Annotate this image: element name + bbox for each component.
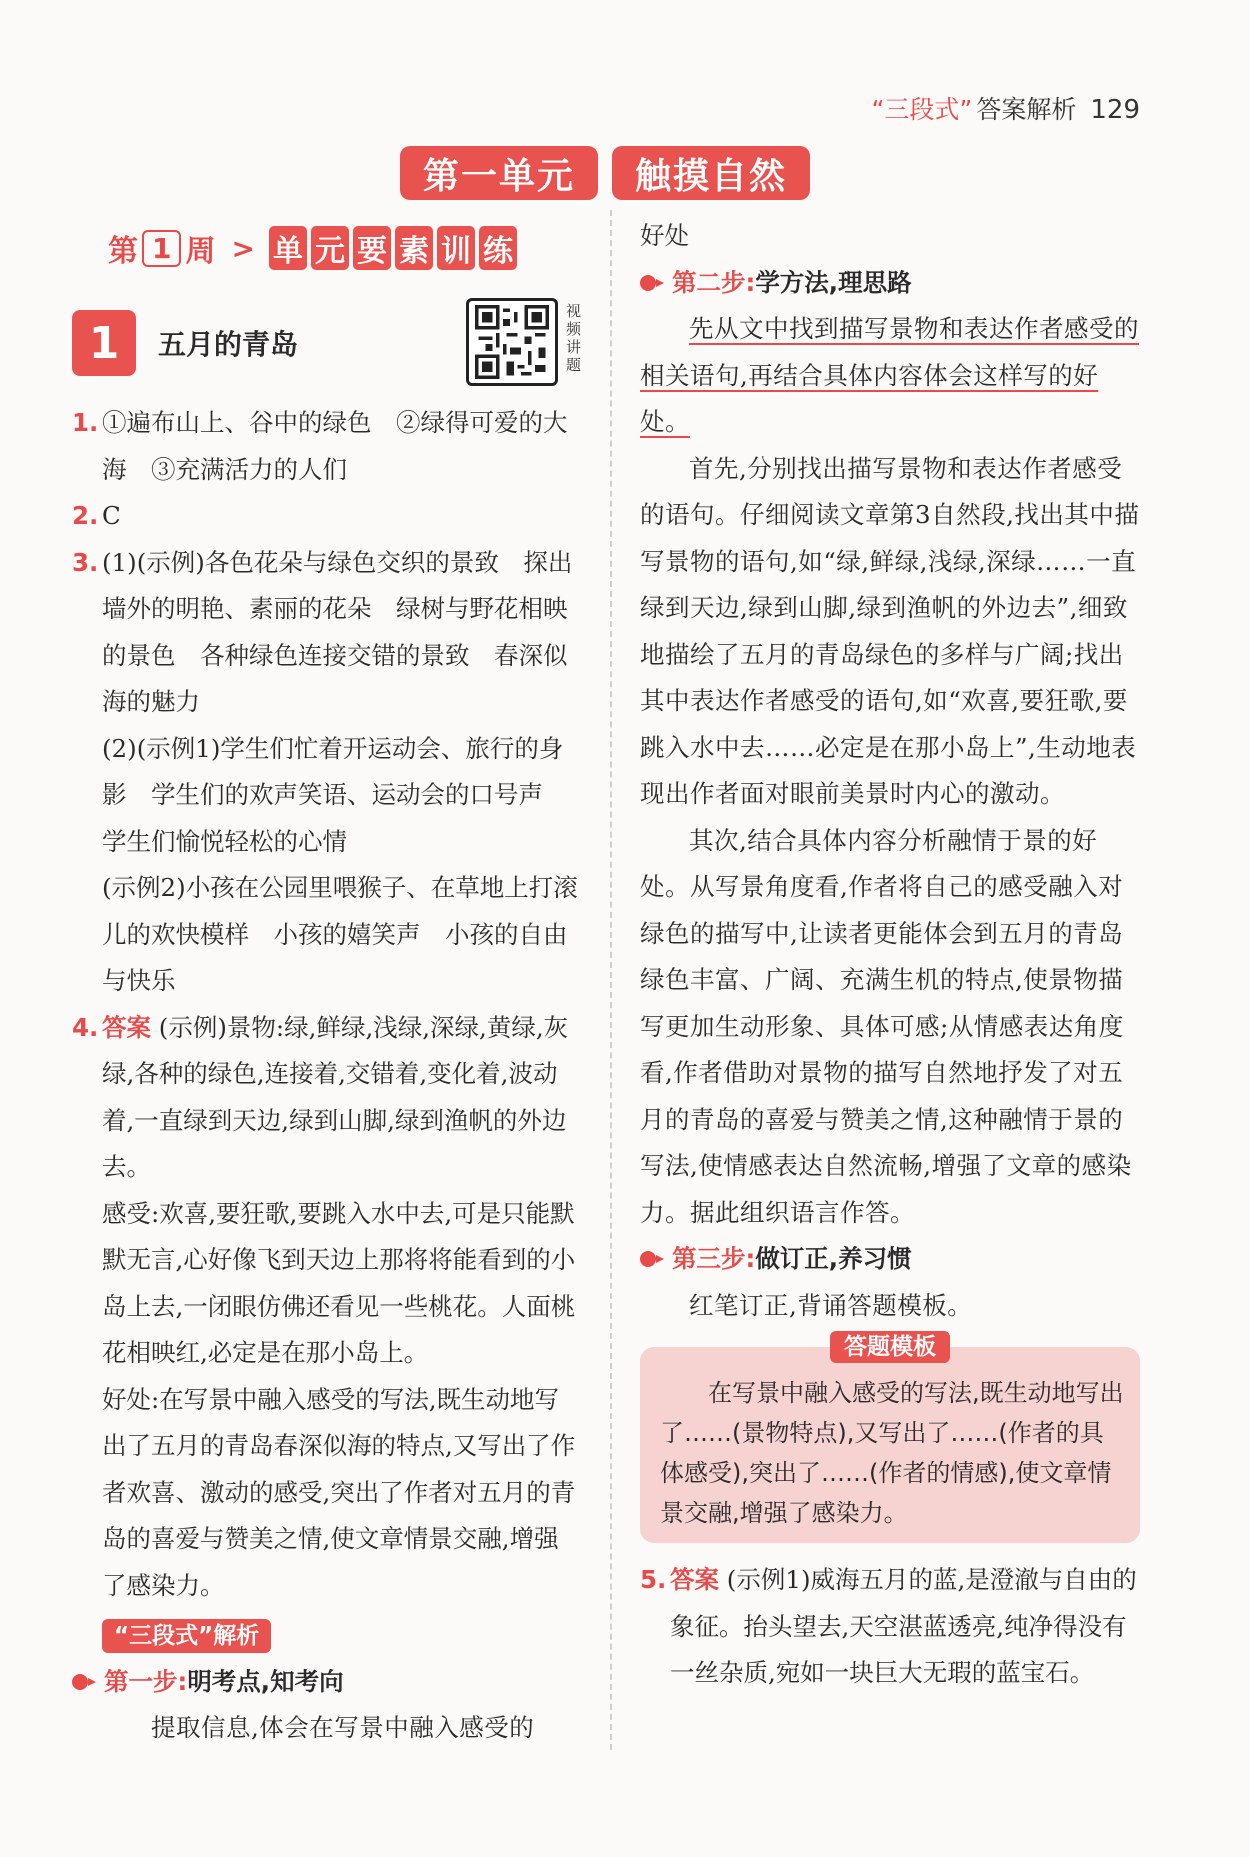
step-heading — [72, 1659, 582, 1706]
answer-text: 好处:在写景中融入感受的写法,既生动地写出了五月的青岛春深似海的特点,又写出了作者欢喜、激动的感受,突出了作者对五月的青岛的喜爱与赞美之情,使文章情景交融,增强了感染力。 — [102, 1384, 576, 1600]
column-divider — [610, 210, 612, 1750]
header-label: 答案解析 — [976, 95, 1077, 124]
unit-number: 第一单元 — [400, 146, 598, 200]
left-column — [72, 400, 582, 1752]
step-title: 明考点,知考向 — [187, 1666, 344, 1696]
qr-caption: 视频讲题 — [566, 302, 582, 374]
week-topic-char: 元 — [311, 226, 349, 270]
page-header — [871, 90, 1140, 126]
lesson-number: 1 — [72, 310, 136, 376]
page-number: 129 — [1090, 95, 1140, 125]
answer-text: (示例1)威海五月的蓝,是澄澈与自由的象征。抬头望去,天空湛蓝透亮,纯净得没有一丝杂质,宛如一块巨大无瑕的蓝宝石。 — [670, 1565, 1137, 1687]
week-pre: 第 — [108, 234, 138, 269]
answer-label: 答案 — [670, 1565, 719, 1594]
step-heading — [640, 1236, 1140, 1283]
answer-text: (2)(示例1)学生们忙着开运动会、旅行的身影 学生们的欢声笑语、运动会的口号声 学生们愉悦轻松的心情 — [102, 733, 568, 856]
step-title: 做订正,养习惯 — [755, 1244, 912, 1273]
question-number: 5. — [640, 1565, 667, 1594]
lesson-title: 五月的青岛 — [158, 328, 299, 361]
unit-theme: 触摸自然 — [612, 146, 810, 200]
answer-text: (示例2)小孩在公园里喂猴子、在草地上打滚儿的欢快模样 小孩的嬉笑声 小孩的自由与快乐 — [102, 873, 578, 995]
chevron-right-icon: > — [231, 231, 255, 265]
template-tag: 答题模板 — [830, 1331, 950, 1363]
week-topic-char: 练 — [479, 226, 517, 270]
week-post: 周 — [185, 234, 216, 269]
question-number: 4. — [72, 1012, 99, 1042]
template-text: 在写景中融入感受的写法,既生动地写出了……(景物特点),又写出了……(作者的具体感受),突出了……(作者的情感),使文章情景交融,增强了感染力。 — [660, 1379, 1124, 1527]
step-label: 第三步: — [672, 1244, 756, 1273]
right-column — [640, 213, 1140, 1697]
unit-banner — [400, 146, 810, 200]
question-number: 1. — [72, 408, 99, 437]
answer-text: (示例)景物:绿,鲜绿,浅绿,深绿,黄绿,灰绿,各种的绿色,连接着,交错着,变化着,波动着,一直绿到天边,绿到山脚,绿到渔帆的外边去。 — [102, 1012, 569, 1181]
bullet-icon — [640, 1251, 656, 1267]
week-number: 1 — [142, 230, 181, 267]
lesson-heading — [72, 310, 298, 376]
analysis-pill: “三段式”解析 — [102, 1619, 271, 1653]
qr-code-icon[interactable] — [466, 298, 558, 386]
bullet-icon — [640, 275, 656, 291]
answer-item — [72, 400, 582, 493]
answer-text: (1)(示例)各色花朵与绿色交织的景致 探出墙外的明艳、素丽的花朵 绿树与野花相映的景色 各种绿色连接交错的景致 春深似海的魅力 — [102, 547, 573, 716]
answer-item — [72, 540, 582, 726]
question-number: 3. — [72, 547, 99, 577]
week-heading — [108, 226, 521, 270]
step-label: 第一步: — [104, 1666, 188, 1696]
question-number: 2. — [72, 501, 99, 530]
week-topic-char: 单 — [269, 226, 307, 270]
analysis-paragraph: 其次,结合具体内容分析融情于景的好处。从写景角度看,作者将自己的感受融入对绿色的描写中,让读者更能体会到五月的青岛绿色丰富、广阔、充满生机的特点,使景物描写更加生动形象、具体可感;从情感表达角度看,作者借助对景物的描写自然地抒发了对五月的青岛的喜爱与赞美之情,这种融情于景的写法,使情感表达自然流畅,增强了文章的感染力。据此组织语言作答。 — [640, 825, 1132, 1227]
answer-label: 答案 — [102, 1012, 151, 1042]
week-topic-char: 训 — [437, 226, 475, 270]
header-brand: “三段式” — [871, 95, 973, 124]
answer-item — [640, 1557, 1140, 1697]
week-topic-char: 要 — [353, 226, 391, 270]
week-topic — [269, 226, 521, 270]
week-topic-char: 素 — [395, 226, 433, 270]
continued-text: 好处 — [640, 221, 689, 250]
step-text: 提取信息,体会在写景中融入感受的 — [151, 1713, 535, 1742]
analysis-paragraph: 首先,分别找出描写景物和表达作者感受的语句。仔细阅读文章第3自然段,找出其中描写景物的语句,如“绿,鲜绿,浅绿,深绿……一直绿到天边,绿到山脚,绿到渔帆的外边去”,细致地描绘了五月的青岛绿色的多样与广阔;找出其中表达作者感受的语句,如“欢喜,要狂歌,要跳入水中去……必定是在那小岛上”,生动地表现出作者面对眼前美景时内心的激动。 — [640, 453, 1140, 808]
answer-text: 感受:欢喜,要狂歌,要跳入水中去,可是只能默默无言,心好像飞到天边上那将将能看到的小岛上去,一闭眼仿佛还看见一些桃花。人面桃花相映红,必定是在那小岛上。 — [102, 1198, 576, 1367]
bullet-icon — [72, 1674, 88, 1690]
answer-item — [72, 493, 582, 540]
answer-text: C — [102, 501, 121, 530]
answer-template-box — [640, 1334, 1140, 1543]
step-label: 第二步: — [672, 267, 756, 297]
answer-item — [72, 1005, 582, 1191]
step-heading — [640, 260, 1140, 307]
step-text: 红笔订正,背诵答题模板。 — [689, 1290, 973, 1320]
answer-text: ①遍布山上、谷中的绿色 ②绿得可爱的大海 ③充满活力的人们 — [102, 408, 568, 484]
step-text: 先从文中找到描写景物和表达作者感受的相关语句,再结合具体内容体会这样写的好处。 — [640, 314, 1139, 436]
step-title: 学方法,理思路 — [755, 267, 912, 297]
